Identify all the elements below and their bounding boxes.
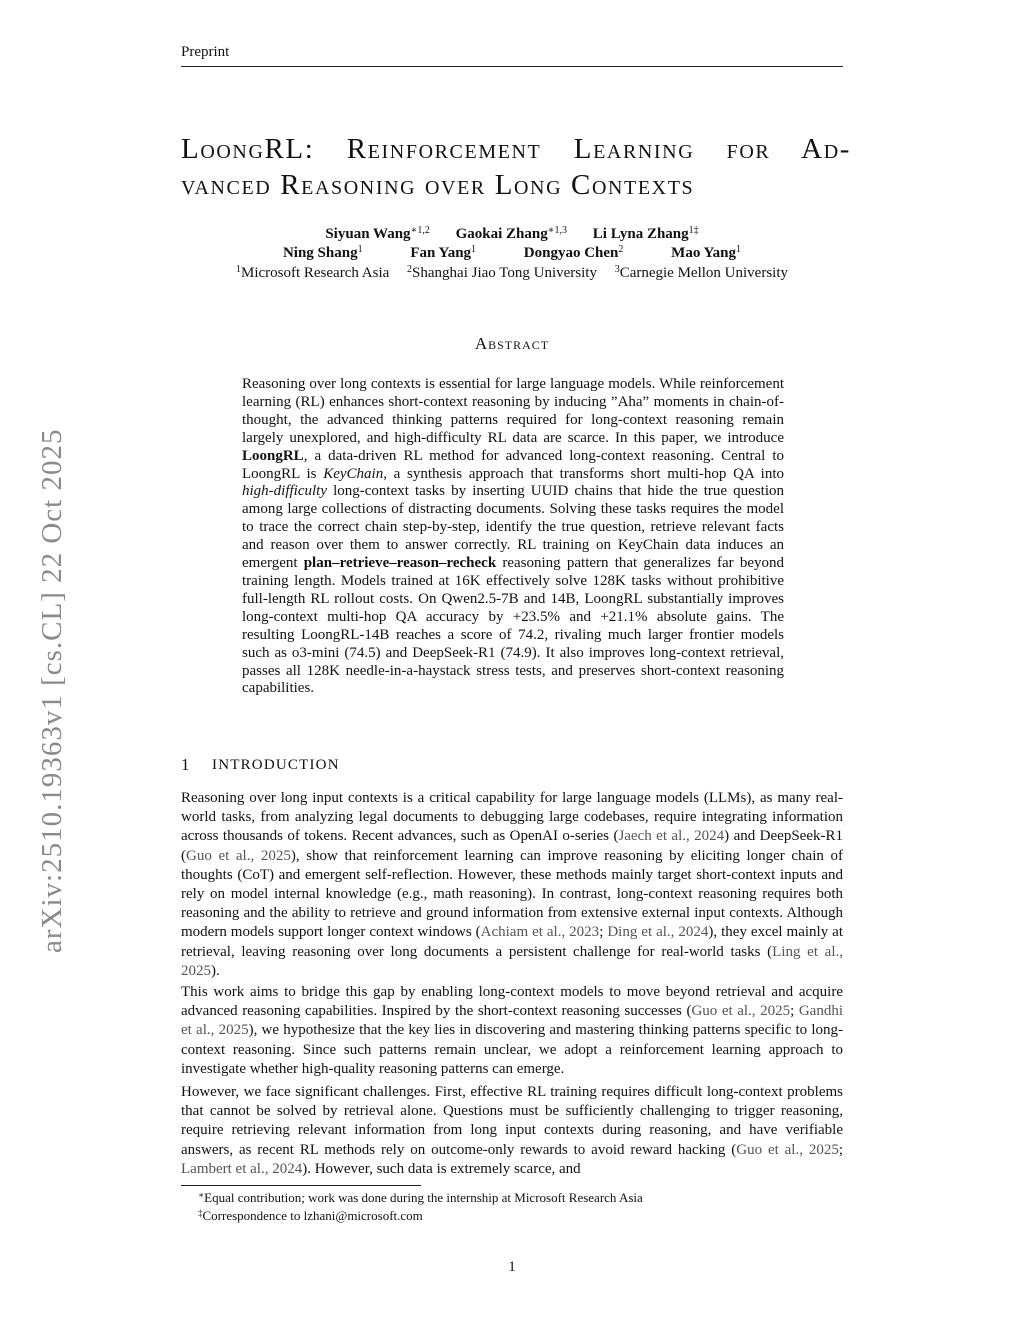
abstract-text [242, 376, 784, 698]
paper-title [181, 131, 851, 203]
affiliation: Shanghai Jiao Tong University [412, 265, 597, 281]
author-sup: 1 [357, 244, 363, 255]
author-name: Ning Shang [282, 245, 358, 261]
author-line-1 [181, 226, 843, 243]
section-number: 1 [181, 755, 190, 774]
text-span: ), they excel mainly at retrieval, leaving reasoning over long documents a persistent challenge for real-world tasks ( [181, 924, 843, 960]
abstract-loongrl: LoongRL [242, 447, 304, 464]
abstract-span: long-context tasks by inserting UUID chains that hide the true question among large collections of distracting documents. Solving these tasks requires the model to trace the correct chain step-by-step, identify the true question, retrieve relevant facts and reason over them to answer correctly. RL training on KeyChain data induces an emergent [242, 483, 784, 572]
text-span: ) and DeepSeek-R1 ( [181, 828, 843, 864]
footnote-text: Equal contribution; work was done during the internship at Microsoft Research Asia [204, 1190, 643, 1205]
author-sup: ∗1,2 [410, 225, 430, 236]
text-span: ; [790, 1003, 799, 1020]
author-name: Li Lyna Zhang [592, 226, 689, 242]
intro-paragraph-2 [181, 983, 843, 1079]
text-span: ), we hypothesize that the key lies in discovering and mastering thinking patterns specific to long-context reasoning. Since such patterns remain unclear, we adopt a reinforcement learning approach to investigate whether high-quality reasoning patterns can emerge. [181, 1022, 843, 1077]
text-span: ; [838, 1141, 844, 1158]
author-name: Fan Yang [410, 245, 472, 261]
footnote [198, 1208, 423, 1224]
abstract-span: reasoning pattern that generalizes far beyond training length. Models trained at 16K effectively solve 128K tasks without prohibitive full-length RL rollout costs. On Qwen2.5-7B and 14B, LoongRL substantially improves long-context multi-hop QA accuracy by +23.5% and +21.1% absolute gains. The resulting LoongRL-14B reaches a score of 74.2, rivaling much larger frontier models such as o3-mini (74.5) and DeepSeek-R1 (74.9). It also improves long-context retrieval, passes all 128K needle-in-a-haystack stress tests, and preserves short-context reasoning capabilities. [242, 555, 784, 697]
section-title: INTRODUCTION [212, 757, 340, 773]
affiliation-sup: 3 [614, 264, 620, 275]
citation-link[interactable]: Lambert et al., 2024 [181, 1160, 303, 1177]
footnote-text: Correspondence to lzhani@microsoft.com [202, 1208, 423, 1223]
text-span: ). [211, 962, 220, 979]
affiliation-sup: 2 [407, 264, 413, 275]
header-rule [181, 66, 843, 67]
author-name: Gaokai Zhang [455, 226, 548, 242]
affiliation: Microsoft Research Asia [240, 265, 390, 281]
citation-link[interactable]: Guo et al., 2025 [736, 1141, 839, 1158]
affiliation-sup: 1 [235, 264, 241, 275]
abstract-high-difficulty: high-difficulty [242, 483, 327, 500]
author-sup: 1 [471, 244, 477, 255]
author-name: Siyuan Wang [325, 226, 411, 242]
abstract-span: , a synthesis approach that transforms short multi-hop QA into [383, 465, 785, 482]
title-line-2: vanced Reasoning over Long Contexts [181, 169, 695, 201]
footnote [198, 1190, 643, 1206]
author-sup: ∗1,3 [547, 225, 568, 236]
author-sup: 1‡ [688, 225, 699, 236]
author-line-2 [181, 245, 843, 262]
intro-paragraph-1 [181, 789, 843, 981]
citation-link[interactable]: Achiam et al., 2023 [480, 924, 600, 941]
affiliation: Carnegie Mellon University [619, 265, 788, 281]
citation-link[interactable]: Gandhi et al., 2025 [181, 1003, 843, 1039]
affiliations [181, 265, 843, 282]
abstract-heading: Abstract [474, 334, 550, 353]
abstract-pattern: plan–retrieve–reason–recheck [303, 555, 497, 572]
running-title: Preprint [181, 44, 230, 60]
text-span: ; [599, 924, 608, 941]
title-line-1: LoongRL: Reinforcement Learning for Ad- [181, 133, 851, 165]
text-span: ), show that reinforcement learning can improve reasoning by eliciting longer chain of thoughts (CoT) and emergent self-reflection. However, these methods mainly target short-context inputs and rely on model internal knowledge (e.g., math reasoning). In contrast, long-context reasoning requires both reasoning and the ability to retrieve and ground information from extensive external input contexts. Although modern models support longer context windows ( [181, 847, 843, 941]
abstract-keychain: KeyChain [323, 465, 384, 482]
citation-link[interactable]: Ding et al., 2024 [607, 924, 709, 941]
footnote-rule [181, 1185, 421, 1186]
author-sup: 1 [736, 244, 742, 255]
text-span: Reasoning over long input contexts is a critical capability for large language models (LLMs), as many real-world tasks, from analyzing legal documents to debugging large codebases, require integrating information across thousands of tokens. Recent advances, such as OpenAI o-series ( [181, 790, 843, 845]
author-name: Mao Yang [671, 245, 737, 261]
author-name: Dongyao Chen [523, 245, 619, 261]
abstract-span: , a data-driven RL method for advanced long-context reasoning. Central to LoongRL is [242, 447, 784, 482]
citation-link[interactable]: Guo et al., 2025 [691, 1003, 791, 1020]
text-span: ). However, such data is extremely scarce, and [302, 1160, 581, 1177]
text-span: However, we face significant challenges. First, effective RL training requires difficult long-context problems that cannot be solved by retrieval alone. Questions must be sufficiently challenging to trigger reasoning, require retrieving relevant information from long input contexts during reasoning, and have verifiable answers, as recent RL methods rely on outcome-only rewards to avoid reward hacking ( [181, 1084, 843, 1158]
footnote-mark: ‡ [198, 1208, 203, 1218]
arxiv-stamp: arXiv:2510.19363v1 [cs.CL] 22 Oct 2025 [36, 428, 68, 953]
abstract-span: Reasoning over long contexts is essential for large language models. While reinforcement learning (RL) enhances short-context reasoning by inducing ”Aha” moments in chain-of-thought, the advanced thinking patterns required for long-context reasoning remain largely unexplored, and high-difficulty RL data are scarce. In this paper, we introduce [242, 376, 784, 446]
citation-link[interactable]: Ling et al., 2025 [181, 943, 844, 979]
text-span: This work aims to bridge this gap by enabling long-context models to move beyond retrieval and acquire advanced reasoning capabilities. Inspired by the short-context reasoning successes ( [181, 984, 843, 1020]
footnote-mark: ∗ [198, 1190, 205, 1200]
author-sup: 2 [618, 244, 624, 255]
citation-link[interactable]: Jaech et al., 2024 [618, 828, 725, 845]
citation-link[interactable]: Guo et al., 2025 [186, 847, 291, 864]
page-number: 1 [508, 1259, 516, 1275]
intro-paragraph-3 [181, 1083, 843, 1179]
